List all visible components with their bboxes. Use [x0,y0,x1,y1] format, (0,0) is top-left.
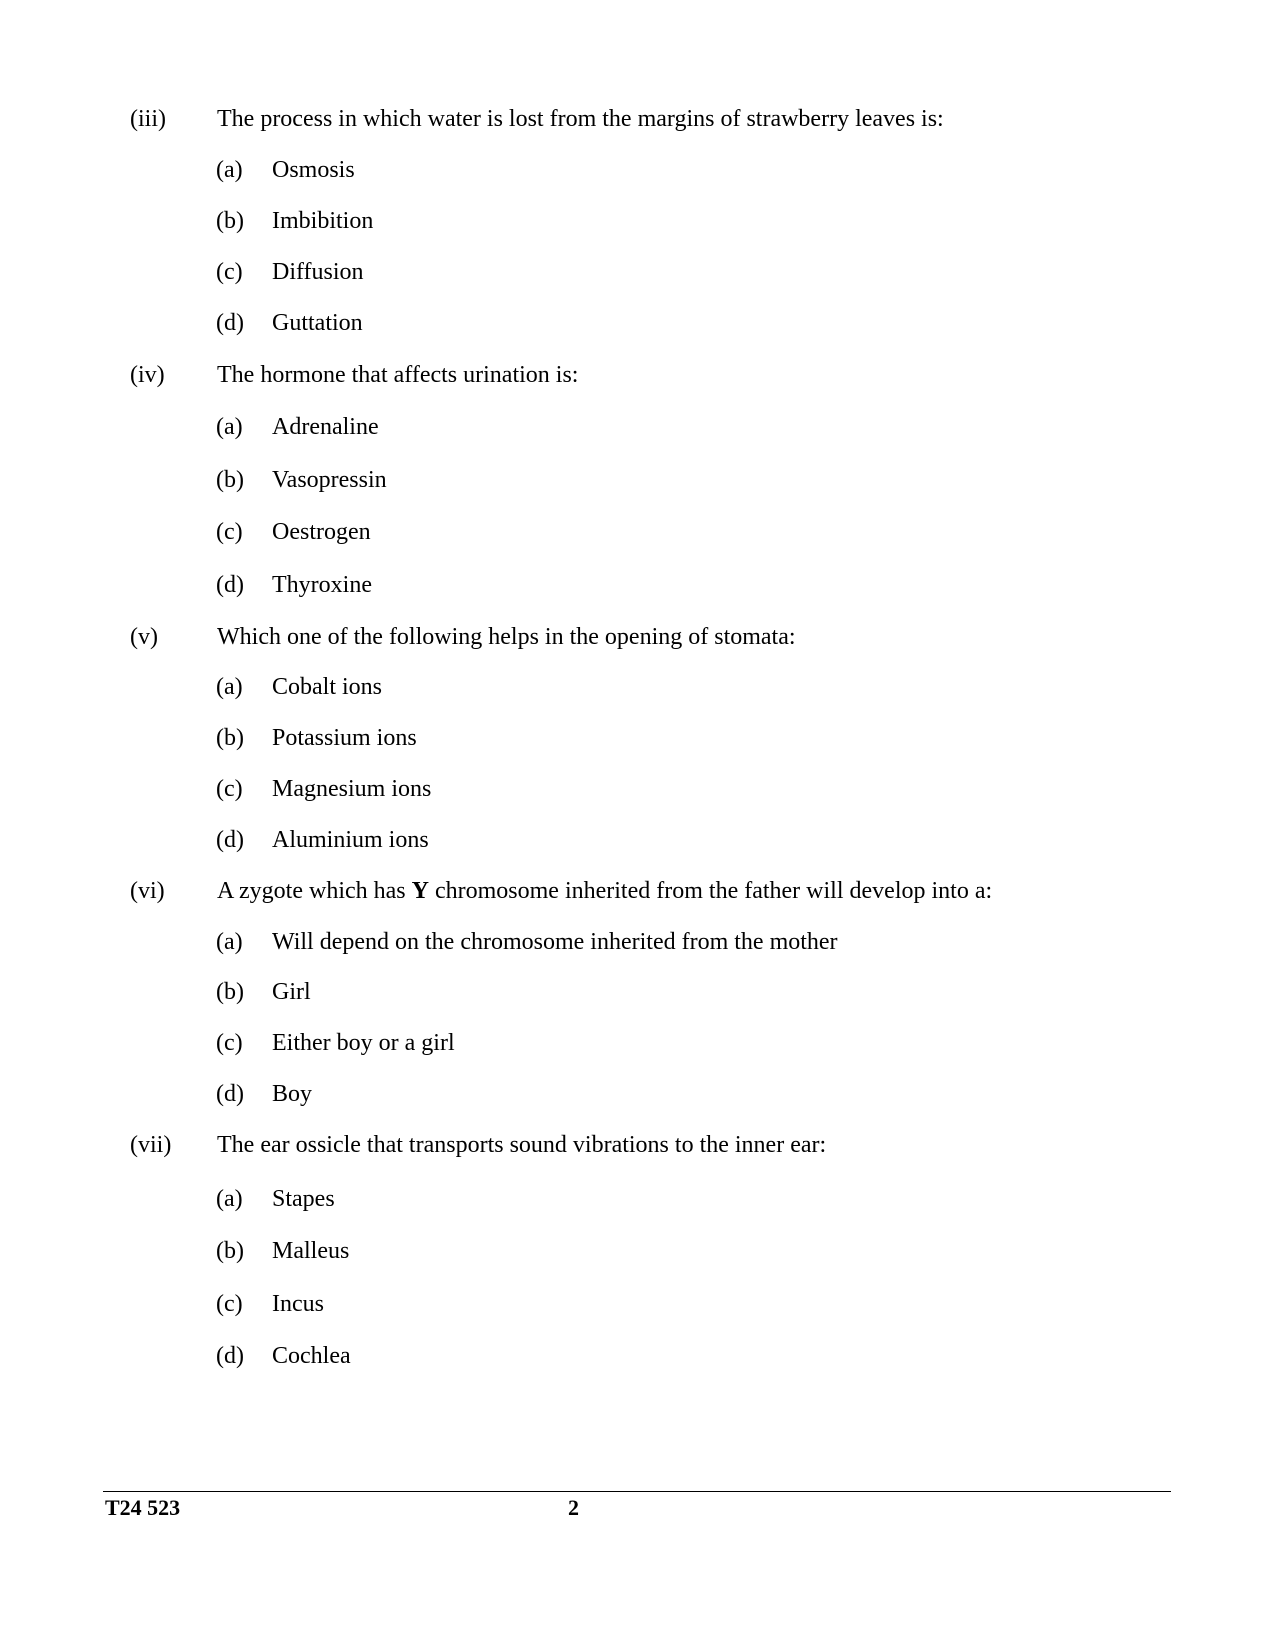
option-text: Boy [272,1081,313,1107]
question-number: (iv) [130,362,165,388]
option-v-a [0,672,1275,712]
footer-divider [103,1491,1171,1492]
option-letter: (d) [216,310,244,336]
question-text-emphasis: Y [411,878,429,904]
option-text: Osmosis [272,157,355,183]
option-text: Vasopressin [272,467,387,493]
option-vi-b [0,977,1275,1017]
option-letter: (c) [216,259,243,285]
option-letter: (c) [216,1291,243,1317]
option-letter: (a) [216,157,243,183]
option-text: Either boy or a girl [272,1030,455,1056]
question-iii [0,104,1275,144]
question-vii [0,1130,1275,1170]
option-v-c [0,774,1275,814]
question-number: (vi) [130,878,165,904]
option-vii-a [0,1184,1275,1224]
option-text: Will depend on the chromosome inherited from the mother [272,929,838,955]
option-letter: (c) [216,1030,243,1056]
option-letter: (d) [216,827,244,853]
option-vi-c [0,1028,1275,1068]
option-letter: (a) [216,674,243,700]
question-text: The hormone that affects urination is: [217,362,579,388]
option-iii-c [0,257,1275,297]
option-letter: (c) [216,776,243,802]
question-v [0,622,1275,662]
page-number: 2 [568,1495,579,1520]
option-letter: (a) [216,1186,243,1212]
question-text: Which one of the following helps in the opening of stomata: [217,624,796,650]
question-number: (vii) [130,1132,172,1158]
option-text: Imbibition [272,208,374,234]
option-iii-a [0,155,1275,195]
option-text: Potassium ions [272,725,417,751]
option-text: Magnesium ions [272,776,432,802]
option-text: Incus [272,1291,324,1317]
option-text: Thyroxine [272,572,372,598]
option-letter: (d) [216,1081,244,1107]
option-letter: (b) [216,979,244,1005]
option-letter: (a) [216,929,243,955]
option-text: Oestrogen [272,519,371,545]
option-vi-a [0,927,1275,967]
question-vi [0,876,1275,916]
paper-code: T24 523 [105,1495,181,1520]
question-text: The process in which water is lost from the margins of strawberry leaves is: [217,106,944,132]
option-text: Cobalt ions [272,674,383,700]
question-number: (iii) [130,106,166,132]
option-v-d [0,825,1275,865]
option-letter: (b) [216,467,244,493]
question-number: (v) [130,624,158,650]
option-letter: (a) [216,414,243,440]
option-iv-d [0,570,1275,610]
option-iii-b [0,206,1275,246]
option-v-b [0,723,1275,763]
option-letter: (b) [216,208,244,234]
option-text: Diffusion [272,259,364,285]
option-iv-a [0,412,1275,452]
option-letter: (b) [216,725,244,751]
question-text [217,876,992,906]
option-letter: (c) [216,519,243,545]
option-vii-b [0,1236,1275,1276]
option-text: Guttation [272,310,363,336]
question-text-start: A zygote which has [217,878,412,904]
option-vii-d [0,1341,1275,1381]
question-text: The ear ossicle that transports sound vibrations to the inner ear: [217,1132,827,1158]
option-iii-d [0,308,1275,348]
option-iv-c [0,517,1275,557]
option-vi-d [0,1079,1275,1119]
option-letter: (d) [216,1343,244,1369]
option-text: Adrenaline [272,414,379,440]
option-text: Stapes [272,1186,335,1212]
option-text: Malleus [272,1238,350,1264]
option-text: Girl [272,979,311,1005]
option-iv-b [0,465,1275,505]
option-letter: (d) [216,572,244,598]
option-text: Cochlea [272,1343,351,1369]
option-letter: (b) [216,1238,244,1264]
option-vii-c [0,1289,1275,1329]
question-text-end: chromosome inherited from the father will develop into a: [428,878,993,904]
question-iv [0,360,1275,400]
option-text: Aluminium ions [272,827,429,853]
